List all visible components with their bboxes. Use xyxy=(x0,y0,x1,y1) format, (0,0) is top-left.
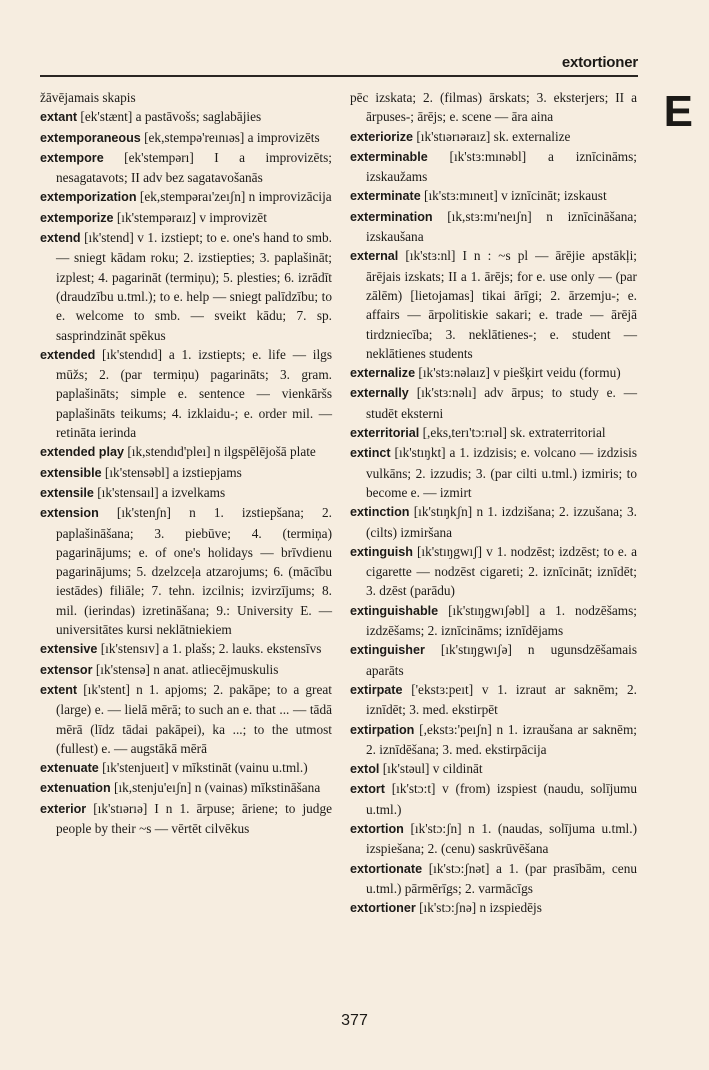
headword: extirpate xyxy=(350,682,403,697)
dictionary-entry xyxy=(350,601,637,641)
headword: extemporaneous xyxy=(40,130,141,145)
dictionary-entry xyxy=(40,639,332,659)
entry-definition: [ık'stensaıl] a izvelkams xyxy=(93,484,226,500)
right-column xyxy=(350,88,637,918)
dictionary-entry xyxy=(350,147,637,187)
entry-definition: [ık'stıərıə] I n 1. ārpuse; āriene; to judge people by their ~s — vērtēt cilvēkus xyxy=(56,800,332,836)
dictionary-entry xyxy=(40,680,332,758)
headword: extortion xyxy=(350,821,404,836)
entry-definition: [ek'stænt] a pastāvošs; saglabājies xyxy=(77,109,262,125)
entry-definition: [ık'stɜ:mıneıt] v iznīcināt; izskaust xyxy=(420,188,607,204)
entry-definition: [ık'stɔ:ʃnə] n izspiedējs xyxy=(415,900,542,916)
dictionary-entry xyxy=(40,483,332,503)
entry-definition: [ık,stendıd'pleı] n ilgspēlējošā plate xyxy=(124,444,316,460)
dictionary-entry xyxy=(350,779,637,819)
headword: extirpation xyxy=(350,722,415,737)
dictionary-entry xyxy=(350,720,637,760)
thumb-index-letter: E xyxy=(663,87,693,136)
page-number: 377 xyxy=(341,1012,368,1029)
headword: extol xyxy=(350,762,380,777)
dictionary-entry xyxy=(40,208,332,228)
entry-definition: [ık'stenjueıt] v mīkstināt (vainu u.tml.) xyxy=(98,760,308,776)
entry-definition: [ek'stempərı] I a improvizēts; nesagatavots; II adv bez sagatavošanās xyxy=(56,149,332,186)
entry-definition: [ık'stend] v 1. izstiept; to e. one's hand to smb. — sniegt kādam roku; 2. izstiepties; 3. paplašināt; izplest; 4. pagarināt (termiņu); 5. plesties; 6. izrādīt (draudzību u.tml.); to e. help — sniegt palīdzību; to e. welcome to smb. — sveikt kādu; 7. sp. sasprindzināt spēkus xyxy=(56,230,332,343)
entry-definition: [ık'stɔ:t] v (from) izspiest (naudu, solījumu u.tml.) xyxy=(366,781,637,817)
headword: extortionate xyxy=(350,861,423,876)
headword: exterminable xyxy=(350,149,428,164)
dictionary-entry xyxy=(350,502,637,542)
headword: exterminate xyxy=(350,189,421,204)
entry-definition: [,ekstɜ:'peıʃn] n 1. izraušana ar saknēm; 2. iznīdēšana; 3. med. ekstirpācija xyxy=(366,721,637,757)
headword: extent xyxy=(40,682,78,697)
dictionary-entry xyxy=(40,128,332,148)
dictionary-entry xyxy=(40,107,332,127)
headword: extension xyxy=(40,506,99,521)
headword: extemporize xyxy=(40,210,114,225)
headword: extend xyxy=(40,231,81,246)
headword: extant xyxy=(40,110,78,125)
entry-definition: žāvējamais skapis xyxy=(40,90,136,105)
headword: extenuate xyxy=(40,761,99,776)
entry-definition: [ık'stensıv] a 1. plašs; 2. lauks. ekstensīvs xyxy=(97,641,322,657)
dictionary-entry xyxy=(350,542,637,601)
dictionary-entry xyxy=(40,442,332,462)
entry-definition: [ık'stɜ:nl] I n : ~s pl — ārējie apstākļi; ārējais izskats; II a 1. ārējs; for e. use only — (par zālēm) [lietojamas] tikai ārīgi; 2. ārzemju-; e. affairs — ārpolitiskie sakari; e. trade — ārējā tirdzniecība; 3. neklātienes-; e. student — neklātienes students xyxy=(366,248,637,361)
dictionary-entry xyxy=(350,246,637,363)
entry-definition: [ık,stenju'eıʃn] n (vainas) mīkstināšana xyxy=(110,780,321,796)
entry-definition: [,eks,terı'tɔ:rıəl] sk. extraterritorial xyxy=(419,425,606,441)
dictionary-entry xyxy=(350,363,637,383)
entry-definition: [ık,stɜ:mı'neıʃn] n iznīcināšana; izskaušana xyxy=(366,208,637,245)
dictionary-entry xyxy=(40,660,332,680)
dictionary-entry xyxy=(40,88,332,107)
entry-definition: [ık'stəul] v cildināt xyxy=(379,761,483,777)
dictionary-entry xyxy=(40,778,332,798)
headword: extinction xyxy=(350,505,410,520)
headword: extensible xyxy=(40,465,102,480)
dictionary-entry xyxy=(350,759,637,779)
dictionary-entry xyxy=(350,423,637,443)
entry-definition: [ık'stɜ:nəlaız] v piešķirt veidu (formu) xyxy=(415,365,621,381)
entry-definition: [ek,stempə'reınıəs] a improvizēts xyxy=(140,129,320,145)
headword: extended xyxy=(40,347,96,362)
dictionary-entry xyxy=(350,898,637,918)
dictionary-entry xyxy=(350,680,637,720)
entry-definition: [ık'stıŋgwıʃəbl] a 1. nodzēšams; izdzēšams; 2. iznīcināms; iznīdējams xyxy=(366,602,637,639)
headword: extinguisher xyxy=(350,643,425,658)
entry-definition: [ık'stempəraız] v improvizēt xyxy=(113,209,267,225)
entry-definition: [ık'stenʃn] n 1. izstiepšana; 2. paplašināšana; 3. piebūve; 4. (termiņa) pagarinājums; e. of one's holidays — brīvdienu pagarinājums; 5. dzelzceļa atzarojums; 6. (mācību iestādes) filiāle; 7. tehn. izcilnis; izvirzījums; 8. mil. (ierindas) izretināšana; 9.: University E. — universitātes kursi neklātniekiem xyxy=(56,505,332,638)
entry-definition: [ık'stıŋgwıʃə] n ugunsdzēšamais aparāts xyxy=(366,642,637,678)
dictionary-entry xyxy=(40,187,332,207)
headword: extempore xyxy=(40,150,104,165)
dictionary-entry xyxy=(40,345,332,442)
entry-definition: [ık'stıərıəraız] sk. externalize xyxy=(413,128,571,144)
entry-definition: [ık'stɔ:ʃnət] a 1. (par prasībām, cenu u.tml.) pārmērīgs; 2. varmācīgs xyxy=(366,860,637,896)
headword: exteriorize xyxy=(350,129,413,144)
entry-definition: [ek,stempəraı'zeıʃn] n improvizācija xyxy=(136,189,332,205)
headword: extinguishable xyxy=(350,603,439,618)
dictionary-entry xyxy=(40,758,332,778)
entry-definition: [ık'stɜ:nəlı] adv ārpus; to study e. — studēt eksterni xyxy=(366,385,637,421)
dictionary-entry xyxy=(350,859,637,899)
headword: exterior xyxy=(40,801,87,816)
dictionary-entry xyxy=(350,819,637,859)
headword: extensile xyxy=(40,485,94,500)
dictionary-entry xyxy=(350,207,637,247)
headword: extemporization xyxy=(40,190,137,205)
entry-definition: ['ekstɜ:peıt] v 1. izraut ar saknēm; 2. iznīdēt; 3. med. ekstirpēt xyxy=(366,681,637,718)
dictionary-entry xyxy=(350,640,637,680)
entry-definition: [ık'stensə] n anat. atliecējmuskulis xyxy=(92,661,279,677)
dictionary-entry xyxy=(40,228,332,345)
entry-definition: [ık'stensəbl] a izstiepjams xyxy=(101,464,242,480)
running-head: extortioner xyxy=(561,54,638,71)
dictionary-entry xyxy=(350,443,637,502)
headword: external xyxy=(350,249,399,264)
headword: extensor xyxy=(40,662,93,677)
dictionary-entry xyxy=(40,799,332,839)
dictionary-entry xyxy=(350,88,637,127)
entry-definition: [ık'stɜ:mınəbl] a iznīcināms; izskaužams xyxy=(366,148,637,185)
entry-definition: [ık'stıŋkʃn] n 1. izdzišana; 2. izzušana; 3. (cilts) izmiršana xyxy=(366,504,637,540)
entry-definition: [ık'stent] n 1. apjoms; 2. pakāpe; to a great (large) e. — lielā mērā; to such an e. that ... — tādā mērā (līdz tādai pakāpei), ka ...; to the utmost (fullest) e. — augstākā mērā xyxy=(56,681,332,756)
header-rule xyxy=(40,75,638,77)
headword: extortioner xyxy=(350,901,416,916)
entry-definition: [ık'stendıd] a 1. izstiepts; e. life — ilgs mūžs; 2. (par termiņu) pagarināts; 3. gram. paplašināts; simple e. sentence — vienkāršs paplašināts teikums; 4. izklaidu-; e. order mil. — retināta ierinda xyxy=(56,346,332,441)
headword: extort xyxy=(350,782,385,797)
dictionary-entry xyxy=(40,148,332,188)
entry-definition: [ık'stıŋkt] a 1. izdzisis; e. volcano — izdzisis vulkāns; 2. izzudis; 3. (par cilti u.tml.) izmiris; to become e. — izmirt xyxy=(366,445,637,500)
dictionary-entry xyxy=(40,503,332,639)
entry-definition: pēc izskata; 2. (filmas) ārskats; 3. eksterjers; II a ārpuses-; ārējs; e. scene — āra aina xyxy=(350,90,637,125)
dictionary-entry xyxy=(350,383,637,423)
headword: externally xyxy=(350,386,409,401)
headword: externalize xyxy=(350,366,416,381)
headword: extinguish xyxy=(350,544,413,559)
entry-definition: [ık'stɔ:ʃn] n 1. (naudas, solījuma u.tml.) izspiešana; 2. (cenu) saskrūvēšana xyxy=(366,820,637,857)
headword: extenuation xyxy=(40,781,111,796)
headword: exterritorial xyxy=(350,426,420,441)
dictionary-entry xyxy=(350,186,637,206)
headword: extensive xyxy=(40,642,98,657)
headword: extinct xyxy=(350,446,391,461)
entry-definition: [ık'stıŋgwıʃ] v 1. nodzēst; izdzēst; to e. a cigarette — nodzēst cigareti; 2. iznīcināt; iznīdēt; 3. dzēst (parādu) xyxy=(366,543,637,599)
dictionary-entry xyxy=(40,463,332,483)
headword: extermination xyxy=(350,209,433,224)
dictionary-entry xyxy=(350,127,637,147)
left-column xyxy=(40,88,332,838)
headword: extended play xyxy=(40,445,124,460)
